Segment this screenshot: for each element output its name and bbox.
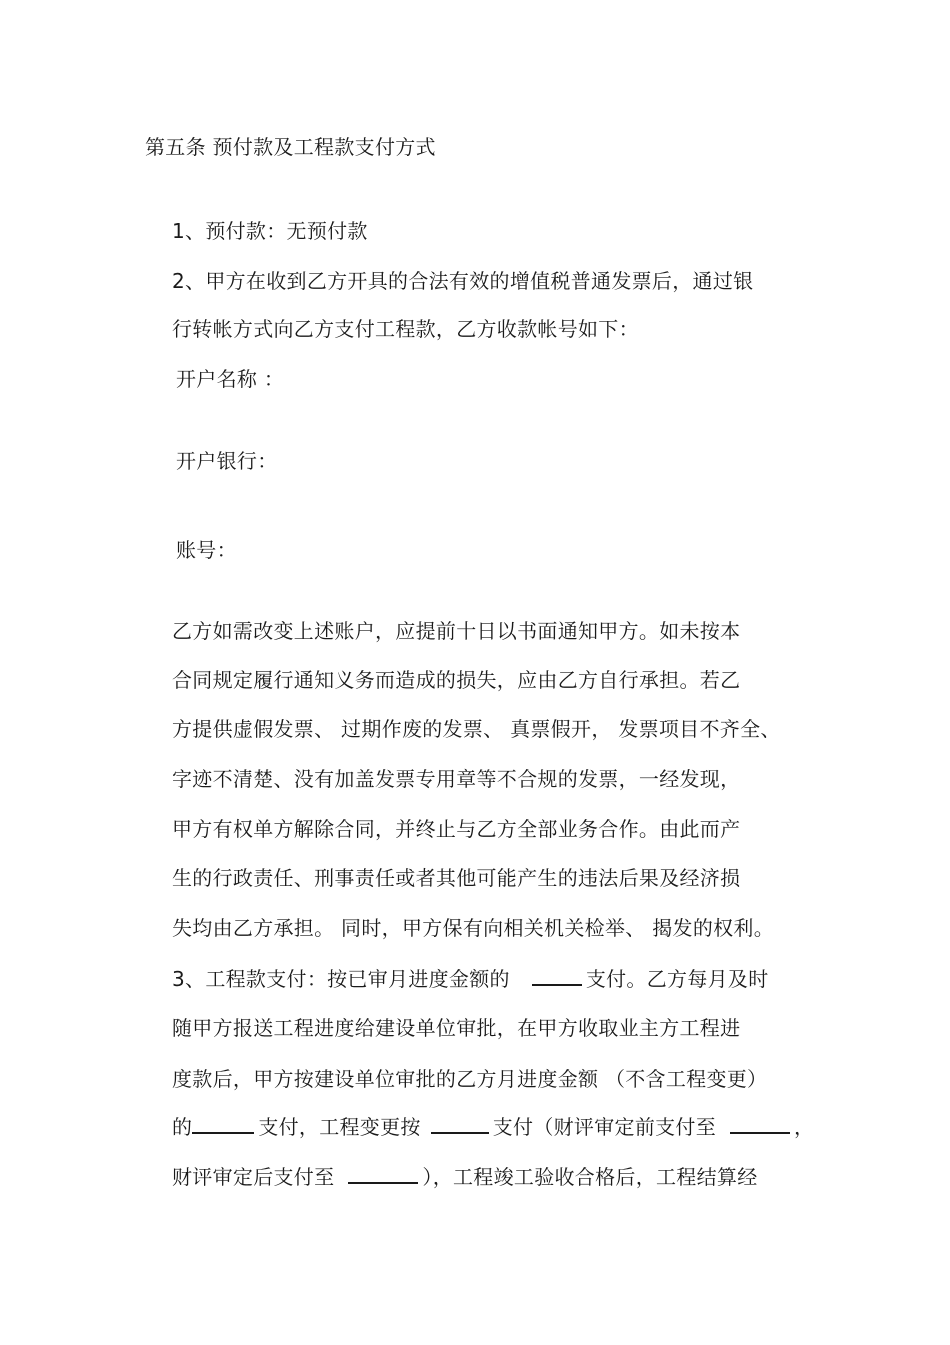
progress-payment-line-4 (172, 1113, 814, 1141)
article-title: 第五条 预付款及工程款支付方式 (145, 135, 436, 159)
account-number-label: 账号： (176, 538, 237, 562)
progress-payment-text: 支付。乙方每月及时 (585, 967, 769, 991)
notice-line: 甲方有权单方解除合同，并终止与乙方全部业务合作。由此而产 (172, 817, 741, 841)
progress-payment-text: 的 (172, 1115, 193, 1139)
progress-payment-line-1 (172, 965, 769, 993)
account-name-label: 开户名称 ： (176, 367, 285, 391)
notice-line: 方提供虚假发票、 过期作废的发票、 真票假开， 发票项目不齐全、 (172, 717, 781, 741)
blank-field (730, 1114, 790, 1134)
notice-line: 乙方如需改变上述账户，应提前十日以书面通知甲方。如未按本 (172, 619, 741, 643)
progress-payment-text: 财评审定后支付至 (172, 1165, 335, 1189)
blank-field (348, 1164, 418, 1184)
notice-line: 字迹不清楚、没有加盖发票专用章等不合规的发票，一经发现， (172, 767, 741, 791)
progress-payment-text: ），工程竣工验收合格后，工程结算经 (422, 1165, 758, 1189)
bank-label: 开户银行： (176, 449, 278, 473)
blank-field (532, 966, 582, 986)
payment-clause-line-2: 行转帐方式向乙方支付工程款，乙方收款帐号如下： (172, 317, 639, 341)
progress-payment-text: 3、工程款支付：按已审月进度金额的 (172, 967, 510, 991)
notice-line: 生的行政责任、刑事责任或者其他可能产生的违法后果及经济损 (172, 866, 741, 890)
progress-payment-line-5 (172, 1163, 758, 1191)
progress-payment-text: 支付（财评审定前支付至 (492, 1115, 717, 1139)
progress-payment-line-3: 度款后，甲方按建设单位审批的乙方月进度金额 （不含工程变更） (172, 1067, 768, 1091)
prepayment-clause: 1、预付款：无预付款 (172, 219, 368, 243)
progress-payment-text: ， (794, 1115, 815, 1139)
progress-payment-line-2: 随甲方报送工程进度给建设单位审批，在甲方收取业主方工程进 (172, 1016, 741, 1040)
notice-line: 失均由乙方承担。 同时，甲方保有向相关机关检举、 揭发的权利。 (172, 916, 775, 940)
blank-field (431, 1114, 489, 1134)
notice-line: 合同规定履行通知义务而造成的损失，应由乙方自行承担。若乙 (172, 668, 741, 692)
progress-payment-text: 支付，工程变更按 (258, 1115, 421, 1139)
payment-clause-line-1: 2、甲方在收到乙方开具的合法有效的增值税普通发票后，通过银 (172, 269, 754, 293)
blank-field (192, 1114, 254, 1134)
